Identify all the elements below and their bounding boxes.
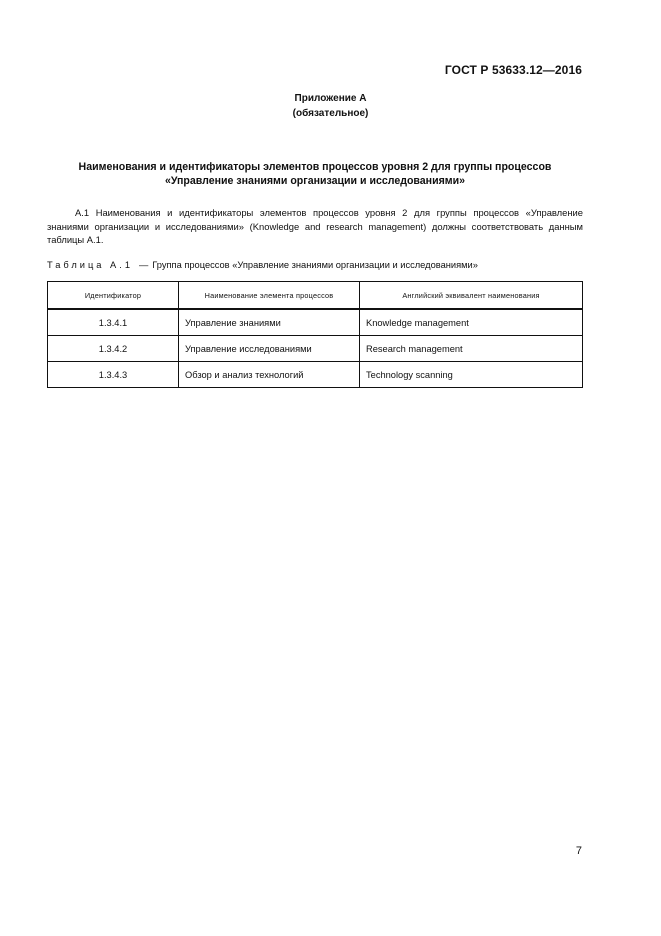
cell-english-equivalent: Knowledge management bbox=[360, 309, 583, 336]
table-caption-label: Таблица А.1 bbox=[47, 260, 133, 270]
cell-identifier: 1.3.4.3 bbox=[48, 362, 179, 388]
cell-english-equivalent: Technology scanning bbox=[360, 362, 583, 388]
header-english-equivalent: Английский эквивалент наименования bbox=[360, 282, 583, 310]
table-row bbox=[48, 362, 583, 388]
table-caption-dash: — bbox=[139, 260, 149, 270]
table-caption bbox=[47, 260, 583, 270]
cell-element-name: Управление знаниями bbox=[179, 309, 360, 336]
table-header-row bbox=[48, 282, 583, 310]
document-code: ГОСТ Р 53633.12—2016 bbox=[444, 63, 582, 77]
section-title bbox=[47, 160, 583, 188]
page-number: 7 bbox=[575, 845, 582, 857]
cell-element-name: Обзор и анализ технологий bbox=[179, 362, 360, 388]
header-identifier: Идентификатор bbox=[48, 282, 179, 310]
table-caption-text: Группа процессов «Управление знаниями организации и исследованиями» bbox=[152, 260, 478, 270]
cell-identifier: 1.3.4.2 bbox=[48, 336, 179, 362]
appendix-heading bbox=[0, 91, 661, 121]
table-row bbox=[48, 336, 583, 362]
appendix-title: Приложение А bbox=[294, 93, 367, 104]
section-title-line-2: «Управление знаниями организации и исследованиями» bbox=[164, 175, 466, 187]
cell-identifier: 1.3.4.1 bbox=[48, 309, 179, 336]
process-table bbox=[47, 281, 583, 388]
cell-english-equivalent: Research management bbox=[360, 336, 583, 362]
appendix-status: (обязательное) bbox=[292, 108, 369, 119]
table-row bbox=[48, 309, 583, 336]
section-title-line-1: Наименования и идентификаторы элементов процессов уровня 2 для группы процессов bbox=[78, 161, 552, 173]
header-element-name: Наименование элемента процессов bbox=[179, 282, 360, 310]
cell-element-name: Управление исследованиями bbox=[179, 336, 360, 362]
body-paragraph: А.1 Наименования и идентификаторы элементов процессов уровня 2 для группы процессов «Управление знаниями организации и исследованиями» (Knowledge and research management) должны соответствовать данным таблицы А.1. bbox=[47, 207, 583, 245]
